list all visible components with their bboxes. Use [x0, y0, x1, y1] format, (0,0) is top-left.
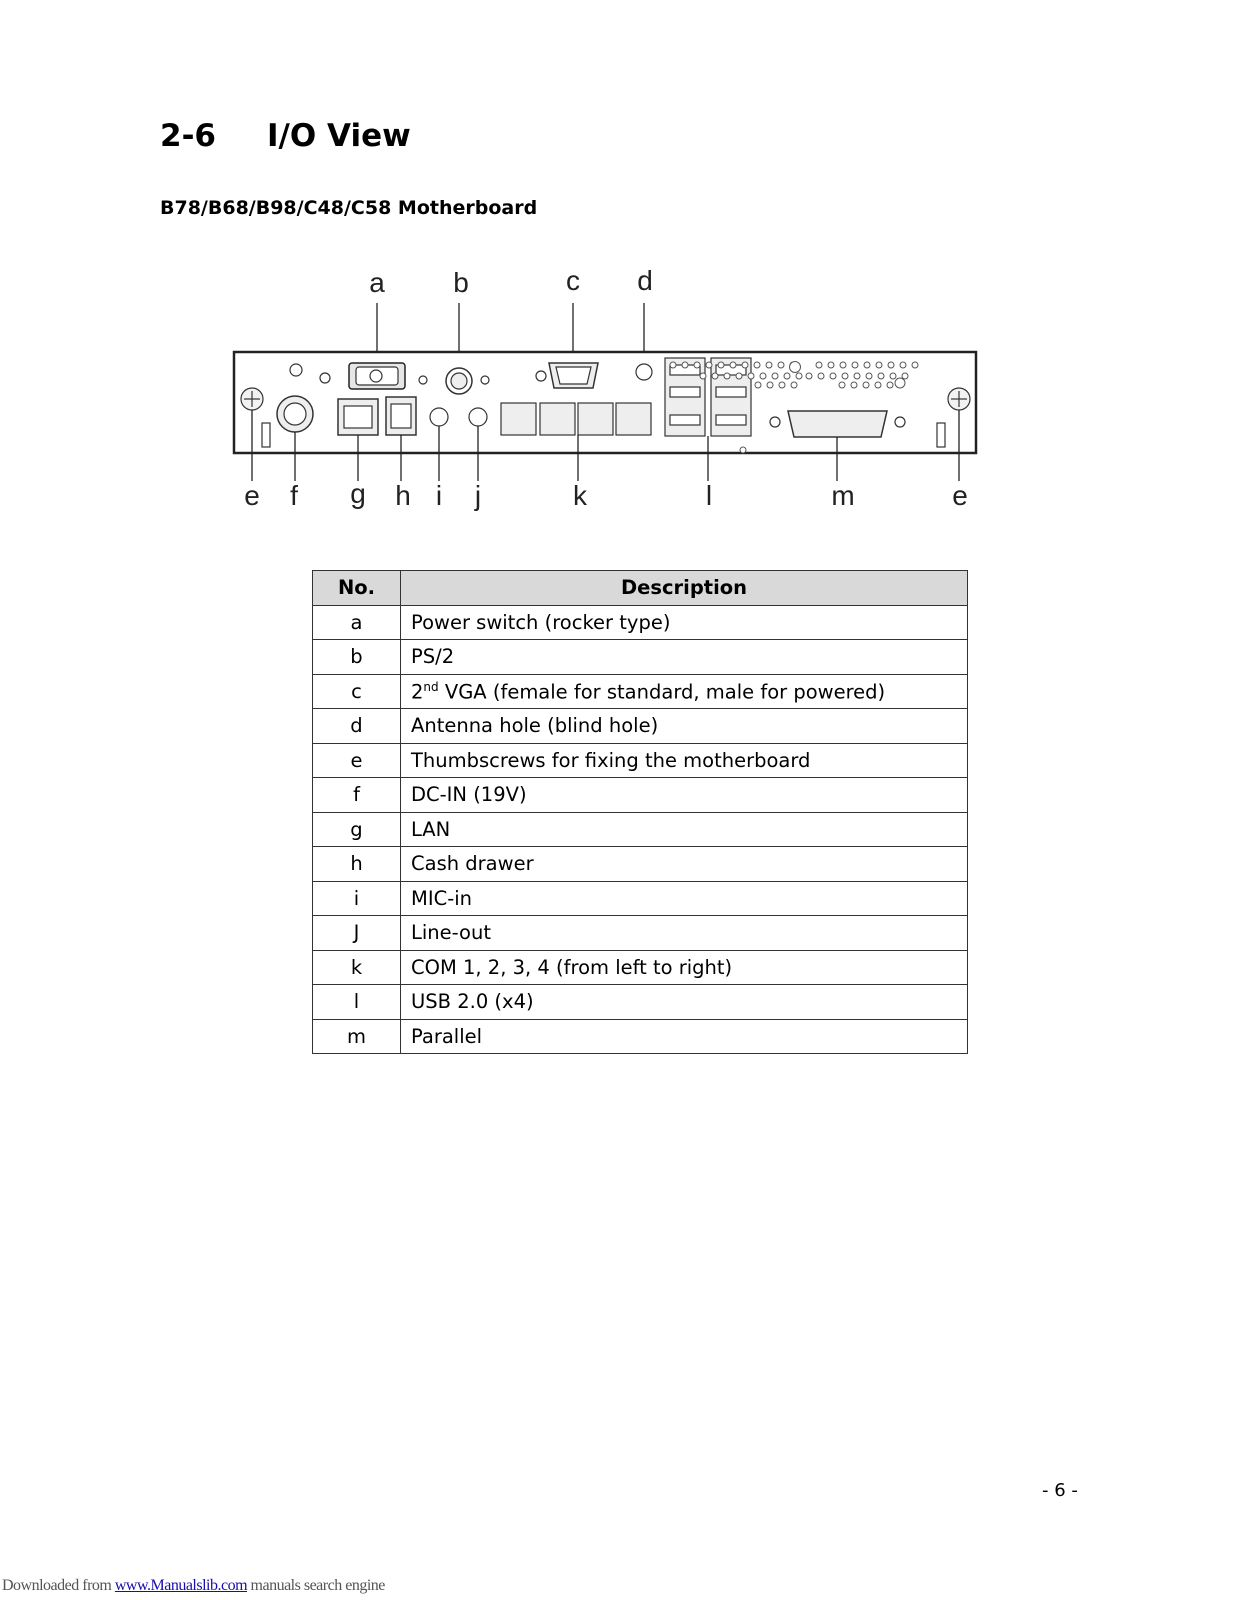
- vent-hole: [791, 382, 797, 388]
- row-no: h: [313, 847, 401, 882]
- vent-hole: [878, 373, 884, 379]
- vent-hole: [863, 382, 869, 388]
- callout-label-c: c: [566, 265, 580, 296]
- mounting-hole-icon: [320, 373, 330, 383]
- vent-hole: [887, 382, 893, 388]
- vent-hole: [779, 382, 785, 388]
- table-row: [313, 916, 968, 951]
- thumbscrew-icon: [241, 388, 263, 410]
- vent-hole: [784, 373, 790, 379]
- callout-label-b: b: [453, 267, 469, 298]
- vent-hole: [754, 362, 760, 368]
- callout-label-e: e: [244, 480, 260, 511]
- table-row: [313, 985, 968, 1020]
- row-description: Antenna hole (blind hole): [401, 709, 968, 744]
- manualslib-link[interactable]: www.Manualslib.com: [114, 1577, 248, 1594]
- latch-icon: [937, 423, 945, 447]
- column-header-description: Description: [401, 571, 968, 606]
- row-description: MIC-in: [401, 881, 968, 916]
- vent-hole: [902, 373, 908, 379]
- mic-in-jack-icon: [430, 408, 448, 426]
- vent-hole: [760, 373, 766, 379]
- vent-hole: [736, 373, 742, 379]
- row-no: f: [313, 778, 401, 813]
- power-switch-icon: [349, 363, 405, 389]
- callout-label-h: h: [395, 480, 411, 511]
- cash-drawer-port-icon: [386, 397, 416, 435]
- vent-hole: [830, 373, 836, 379]
- callout-label-f: f: [290, 480, 298, 511]
- table-row: [313, 640, 968, 675]
- vent-hole: [742, 362, 748, 368]
- motherboard-subheading: B78/B68/B98/C48/C58 Motherboard: [160, 197, 538, 219]
- line-out-jack-icon: [469, 408, 487, 426]
- vent-hole: [876, 362, 882, 368]
- vent-hole: [840, 362, 846, 368]
- row-no: i: [313, 881, 401, 916]
- row-description: [401, 674, 968, 709]
- vent-hole: [718, 362, 724, 368]
- vga-port-icon: [549, 363, 598, 388]
- table-row: [313, 778, 968, 813]
- vent-hole: [866, 373, 872, 379]
- vent-hole: [888, 362, 894, 368]
- vent-hole: [755, 382, 761, 388]
- vent-hole: [748, 373, 754, 379]
- row-description: COM 1, 2, 3, 4 (from left to right): [401, 950, 968, 985]
- vent-hole: [818, 373, 824, 379]
- footer-suffix: manuals search engine: [247, 1577, 385, 1594]
- vent-hole: [796, 373, 802, 379]
- callout-label-g: g: [350, 478, 366, 509]
- io-panel-diagram: [225, 255, 1005, 530]
- row-no: c: [313, 674, 401, 709]
- table-row: [313, 812, 968, 847]
- io-description-table: [312, 570, 968, 1054]
- vent-hole: [875, 382, 881, 388]
- row-no: b: [313, 640, 401, 675]
- row-no: l: [313, 985, 401, 1020]
- column-header-no: No.: [313, 571, 401, 606]
- dc-in-port-icon: [277, 396, 313, 432]
- row-description: LAN: [401, 812, 968, 847]
- vent-hole: [854, 373, 860, 379]
- section-heading: [160, 118, 411, 154]
- callout-label-e2: e: [952, 480, 968, 511]
- row-no: a: [313, 605, 401, 640]
- ps2-port-icon: [446, 368, 472, 394]
- row-no: d: [313, 709, 401, 744]
- callout-label-m: m: [831, 480, 855, 511]
- table-header-row: [313, 571, 968, 606]
- latch-icon: [262, 423, 270, 447]
- vent-hole: [828, 362, 834, 368]
- vent-hole: [851, 382, 857, 388]
- row-description-text: VGA (female for standard, male for powered): [438, 680, 886, 703]
- vent-hole: [772, 373, 778, 379]
- mounting-hole-icon: [419, 376, 427, 384]
- vent-hole: [816, 362, 822, 368]
- callout-label-a: a: [369, 267, 385, 298]
- callout-label-j: j: [474, 480, 482, 511]
- vent-hole: [778, 362, 784, 368]
- row-no: m: [313, 1019, 401, 1054]
- vent-hole: [900, 362, 906, 368]
- vent-hole: [912, 362, 918, 368]
- vent-hole: [852, 362, 858, 368]
- ordinal-suffix: nd: [423, 679, 439, 694]
- vent-hole: [700, 373, 706, 379]
- vent-hole: [730, 362, 736, 368]
- row-description: DC-IN (19V): [401, 778, 968, 813]
- vent-hole: [766, 362, 772, 368]
- table-row: [313, 847, 968, 882]
- row-no: k: [313, 950, 401, 985]
- vent-hole: [790, 362, 801, 373]
- thumbscrew-icon: [948, 388, 970, 410]
- section-number: 2-6: [160, 118, 217, 154]
- vent-hole: [890, 373, 896, 379]
- row-no: e: [313, 743, 401, 778]
- table-row: [313, 950, 968, 985]
- vent-hole: [712, 373, 718, 379]
- row-description: Thumbscrews for fixing the motherboard: [401, 743, 968, 778]
- vent-hole: [694, 362, 700, 368]
- table-row: [313, 1019, 968, 1054]
- vent-hole: [740, 447, 746, 453]
- vent-hole: [724, 373, 730, 379]
- vent-hole: [839, 382, 845, 388]
- table-row: [313, 605, 968, 640]
- antenna-hole-icon: [636, 364, 652, 380]
- ordinal-number: 2: [411, 680, 424, 703]
- vent-hole: [670, 362, 676, 368]
- table-row: [313, 743, 968, 778]
- mounting-hole-icon: [481, 376, 489, 384]
- row-no: g: [313, 812, 401, 847]
- page-number: - 6 -: [1042, 1480, 1078, 1501]
- row-description: Power switch (rocker type): [401, 605, 968, 640]
- callout-label-k: k: [573, 480, 587, 511]
- vent-hole: [767, 382, 773, 388]
- row-description: Cash drawer: [401, 847, 968, 882]
- vent-hole: [806, 373, 812, 379]
- mounting-hole-icon: [290, 364, 302, 376]
- table-row: [313, 881, 968, 916]
- vent-hole: [706, 362, 712, 368]
- row-description: PS/2: [401, 640, 968, 675]
- vent-hole: [864, 362, 870, 368]
- callout-label-d: d: [637, 265, 653, 296]
- mounting-hole-icon: [536, 371, 546, 381]
- vent-hole: [842, 373, 848, 379]
- callout-label-l: l: [705, 480, 713, 511]
- callout-label-i: i: [435, 480, 443, 511]
- footer-prefix: Downloaded from: [2, 1577, 115, 1594]
- section-title: I/O View: [267, 118, 411, 154]
- lan-port-icon: [338, 399, 378, 435]
- vent-hole: [895, 378, 905, 388]
- download-footer: [2, 1577, 385, 1595]
- table-row: [313, 674, 968, 709]
- row-description: Line-out: [401, 916, 968, 951]
- row-description: USB 2.0 (x4): [401, 985, 968, 1020]
- vent-hole: [682, 362, 688, 368]
- row-no: J: [313, 916, 401, 951]
- table-row: [313, 709, 968, 744]
- row-description: Parallel: [401, 1019, 968, 1054]
